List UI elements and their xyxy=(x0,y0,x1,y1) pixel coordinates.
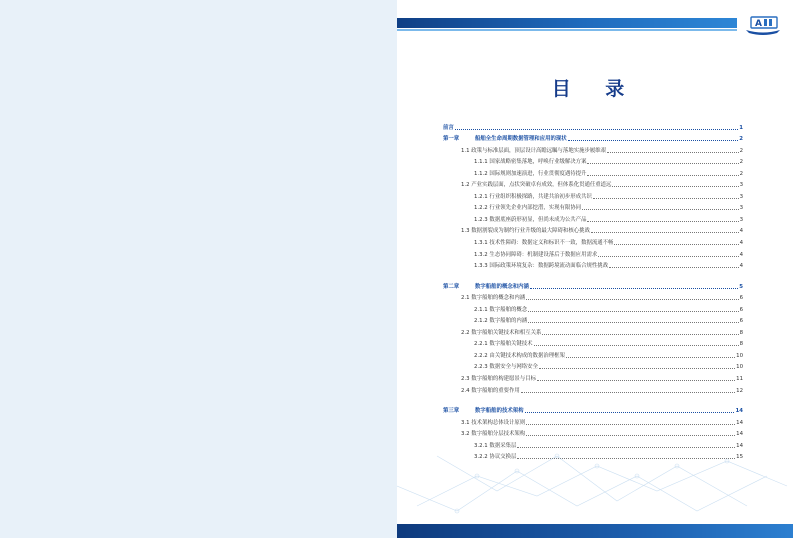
page-number: 6 xyxy=(739,318,743,325)
page-number: 11 xyxy=(736,376,743,383)
toc-entry-text xyxy=(474,341,533,348)
page-number: 14 xyxy=(736,442,743,449)
page-number: 6 xyxy=(739,306,743,313)
entry-title: 1.3.3 国际政策环境复杂：数据跨境流动面临合规性挑战 xyxy=(474,263,609,270)
page-number: 10 xyxy=(736,352,743,359)
entry-title: 3.2 数字船舶分层技术架构 xyxy=(461,431,526,438)
page-number: 4 xyxy=(739,240,743,247)
page-number: 1 xyxy=(739,124,743,131)
dot-leader xyxy=(542,334,738,335)
toc-entry-text xyxy=(461,295,525,302)
entry-title: 1.3.1 技术性障碍：数据定义和标识不一致，数据流通不畅 xyxy=(474,240,614,247)
page-number: 2 xyxy=(739,170,743,177)
dot-leader xyxy=(607,152,739,153)
page-number: 15 xyxy=(736,454,743,461)
toc-entry[interactable] xyxy=(443,360,743,372)
entry-title: 2.1.2 数字船舶的内涵 xyxy=(474,318,528,325)
entry-title: 2.2.2 由关键技术构成的数据治理框架 xyxy=(474,352,565,359)
dot-leader xyxy=(534,345,739,346)
chapter-number: 第二章 xyxy=(443,283,460,290)
entry-title: 数字船舶的概念和内涵 xyxy=(475,283,529,290)
entry-title: 1.2 产业实践层面，点状突破卓有成效，但体系化贯通任重道远 xyxy=(461,182,612,189)
page-number: 12 xyxy=(736,387,743,394)
entry-title: 1.1 政策与标准层面，顶层设计高瞻远瞩与落地实施步履维艰 xyxy=(461,147,607,154)
dot-leader xyxy=(528,311,738,312)
dot-leader xyxy=(587,221,738,222)
toc-entry[interactable] xyxy=(443,224,743,236)
toc-entry[interactable] xyxy=(443,259,743,271)
page-number: 14 xyxy=(736,419,743,426)
page-number: 2 xyxy=(739,136,743,143)
page-number: 14 xyxy=(735,408,743,415)
entry-title: 1.1.2 国际规则加速演进，行业贯彻度遇待提升 xyxy=(474,170,587,177)
entry-title: 2.2.3 数据安全与网络安全 xyxy=(474,364,538,371)
toc-entry-text xyxy=(474,318,527,325)
dot-leader xyxy=(568,140,739,141)
toc-entry[interactable] xyxy=(443,371,743,383)
page-number: 2 xyxy=(739,147,743,154)
toc-entry[interactable] xyxy=(443,166,743,178)
toc-entry[interactable] xyxy=(443,189,743,201)
toc-entry-text xyxy=(474,263,608,270)
toc-chapter-entry[interactable] xyxy=(443,132,743,144)
ship-logo-icon xyxy=(743,14,783,36)
dot-leader xyxy=(566,357,735,358)
dot-leader xyxy=(598,256,738,257)
toc-entry-text xyxy=(461,388,520,395)
toc-entry[interactable] xyxy=(443,291,743,303)
page-number: 6 xyxy=(739,295,743,302)
dot-leader xyxy=(614,244,738,245)
dot-leader xyxy=(539,368,735,369)
toc-entry-text xyxy=(461,228,590,235)
footer-band xyxy=(397,524,793,538)
toc-entry-text xyxy=(461,182,611,189)
entry-title: 前言 xyxy=(443,124,454,131)
page-number: 2 xyxy=(739,159,743,166)
toc-page xyxy=(397,0,793,538)
page-title: 目 录 xyxy=(551,78,639,100)
toc-spacer xyxy=(443,270,743,279)
toc-entry[interactable] xyxy=(443,143,743,155)
entry-title: 2.1.1 数字船舶的概念 xyxy=(474,306,528,313)
page-number: 4 xyxy=(739,251,743,258)
page-number: 3 xyxy=(739,216,743,223)
toc-spacer xyxy=(443,395,743,404)
dot-leader xyxy=(587,163,738,164)
entry-title: 数字船舶的技术架构 xyxy=(475,408,524,415)
toc-entry-text xyxy=(474,252,597,259)
page-number: 8 xyxy=(739,329,743,336)
page-number: 14 xyxy=(736,431,743,438)
dot-leader xyxy=(537,380,735,381)
toc-entry[interactable] xyxy=(443,247,743,259)
dot-leader xyxy=(530,288,738,289)
svg-text:A: A xyxy=(755,19,762,29)
toc-chapter-entry[interactable] xyxy=(443,404,743,416)
entry-title: 1.2.1 行业组织积极探路，共建共治初步形成共识 xyxy=(474,193,592,200)
toc-entry[interactable] xyxy=(443,155,743,167)
network-decoration xyxy=(397,416,793,524)
chapter-number: 第三章 xyxy=(443,408,460,415)
toc-entry-text xyxy=(443,408,524,415)
page-number: 8 xyxy=(739,341,743,348)
dot-leader xyxy=(521,392,735,393)
toc-entry-text xyxy=(474,353,565,360)
toc-entry[interactable] xyxy=(443,201,743,213)
page-number: 3 xyxy=(739,205,743,212)
page-number: 10 xyxy=(736,364,743,371)
toc-entry[interactable] xyxy=(443,302,743,314)
dot-leader xyxy=(591,232,739,233)
page-number: 4 xyxy=(739,263,743,270)
toc-entry-text xyxy=(474,194,592,201)
toc-entry-text xyxy=(443,136,567,143)
entry-title: 3.2.1 数据采集层 xyxy=(474,442,517,449)
chapter-number: 第一章 xyxy=(443,136,460,143)
entry-title: 3.2.2 协议交换层 xyxy=(474,454,517,461)
entry-title: 1.3 数据割裂成为制约行业升级的最大障碍和核心挑战 xyxy=(461,228,590,235)
toc-entry[interactable] xyxy=(443,314,743,326)
toc-entry[interactable] xyxy=(443,178,743,190)
toc-entry[interactable] xyxy=(443,212,743,224)
dot-leader xyxy=(582,209,738,210)
toc-entry[interactable] xyxy=(443,325,743,337)
entry-title: 1.2.2 行业领先企业内部挖潜，实现有限协同 xyxy=(474,205,582,212)
page-number: 3 xyxy=(739,193,743,200)
toc-entry-text xyxy=(474,240,613,247)
toc-entry-text xyxy=(474,307,527,314)
dot-leader xyxy=(587,175,738,176)
toc-entry[interactable] xyxy=(443,348,743,360)
entry-title: 2.2 数字船舶关键技术和相互关系 xyxy=(461,329,542,336)
entry-title: 1.1.1 国家战略密集落地，呼唤行业级解决方案 xyxy=(474,159,587,166)
dot-leader xyxy=(612,186,738,187)
dot-leader xyxy=(593,198,739,199)
toc-entry-text xyxy=(474,171,586,178)
entry-title: 2.3 数字船舶的构建愿景与目标 xyxy=(461,376,536,383)
toc-entry-text xyxy=(474,205,581,212)
entry-title: 2.2.1 数字船舶关键技术 xyxy=(474,341,533,348)
toc-entry-text xyxy=(474,217,586,224)
dot-leader xyxy=(455,129,738,130)
table-of-contents xyxy=(443,120,743,461)
dot-leader xyxy=(525,412,735,413)
toc-entry-text xyxy=(461,330,541,337)
header-line xyxy=(397,29,737,31)
entry-title: 1.3.2 生态协同障碍：机制建设落后于数据应用需求 xyxy=(474,251,598,258)
entry-title: 2.4 数字船舶的重要作用 xyxy=(461,387,520,394)
entry-title: 3.1 技术架构总体设计原则 xyxy=(461,419,526,426)
toc-entry-text xyxy=(474,159,586,166)
toc-entry-text xyxy=(443,125,454,132)
entry-title: 2.1 数字船舶的概念和内涵 xyxy=(461,295,526,302)
dot-leader xyxy=(528,322,738,323)
toc-chapter-entry[interactable] xyxy=(443,279,743,291)
toc-entry-text xyxy=(474,364,538,371)
toc-entry[interactable] xyxy=(443,337,743,349)
toc-entry-text xyxy=(443,284,529,291)
toc-entry[interactable] xyxy=(443,235,743,247)
toc-chapter-entry[interactable] xyxy=(443,120,743,132)
header-band xyxy=(397,18,737,28)
page-number: 5 xyxy=(739,283,743,290)
entry-title: 1.2.3 数据底座蔚形初显，但尚未成为公共产品 xyxy=(474,216,587,223)
page-number: 3 xyxy=(739,182,743,189)
dot-leader xyxy=(526,299,738,300)
dot-leader xyxy=(609,267,739,268)
toc-entry[interactable] xyxy=(443,383,743,395)
toc-entry-text xyxy=(461,148,606,155)
entry-title: 船舶全生命周期数据管理和应用的现状 xyxy=(475,136,567,143)
page-number: 4 xyxy=(739,228,743,235)
toc-entry-text xyxy=(461,376,536,383)
